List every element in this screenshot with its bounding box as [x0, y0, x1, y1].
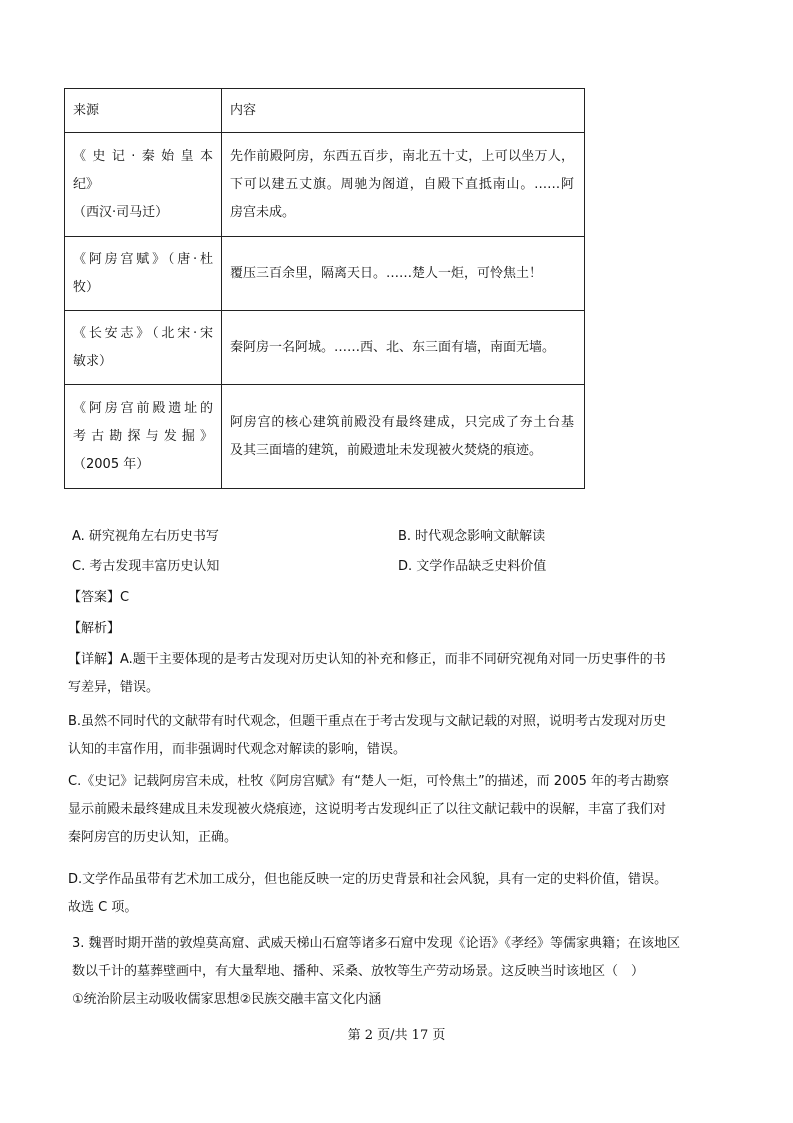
row-content	[222, 237, 585, 311]
table-row	[65, 237, 585, 311]
content-line: 覆压三百余里，隔离天日。……楚人一炬，可怜焦土！	[230, 265, 543, 281]
row-source	[65, 237, 222, 311]
content-line: 房宫未成。	[230, 204, 296, 220]
content-line: 秦阿房一名阿城。……西、北、东三面有墙，南面无墙。	[230, 339, 556, 355]
row-source	[65, 311, 222, 385]
question-line: 3. 魏晋时期开凿的敦煌莫高窟、武威天梯山石窟等诸多石窟中发现《论语》《孝经》等儒家典籍；在该地区	[72, 936, 681, 951]
row-content	[222, 133, 585, 237]
source-line: 敏求）	[73, 353, 113, 369]
option-c: C. 考古发现丰富历史认知	[72, 559, 220, 574]
detail-d	[68, 866, 723, 922]
row-source	[65, 133, 222, 237]
option-d: D. 文学作品缺乏史料价值	[398, 559, 547, 574]
header-content: 内容	[222, 89, 585, 133]
content-line: 阿房宫的核心建筑前殿没有最终建成，只完成了夯土台基	[230, 414, 574, 430]
row-content	[222, 311, 585, 385]
source-line: 《长安志》（北宋·宋	[73, 325, 213, 341]
option-b: B. 时代观念影响文献解读	[398, 529, 546, 544]
detail-line: 【详解】A.题干主要体现的是考古发现对历史认知的补充和修正，而非不同研究视角对同一历史事件的书	[68, 652, 666, 667]
source-line: 牧）	[73, 279, 100, 295]
question-line: ①统治阶层主动吸收儒家思想②民族交融丰富文化内涵	[72, 992, 382, 1007]
detail-a	[68, 646, 723, 702]
source-line: 《阿房宫赋》（唐·杜	[73, 251, 213, 267]
analysis-label: 【解析】	[68, 621, 121, 636]
answer-label: 【答案】C	[68, 590, 130, 605]
detail-b	[68, 708, 723, 764]
detail-line: C.《史记》记载阿房宫未成，杜牧《阿房宫赋》有“楚人一炬，可怜焦土”的描述，而 2005 年的考古勘察	[68, 774, 670, 789]
detail-line: 显示前殿未最终建成且未发现被火烧痕迹，这说明考古发现纠正了以往文献记载中的误解，丰富了我们对	[68, 802, 667, 817]
source-line: 《史记·秦始皇本	[73, 148, 213, 164]
question-line: 数以千计的墓葬壁画中，有大量犁地、播种、采桑、放牧等生产劳动场景。这反映当时该地区（ ）	[72, 964, 645, 979]
table-row	[65, 311, 585, 385]
detail-line: 认知的丰富作用，而非强调时代观念对解读的影响，错误。	[68, 742, 407, 757]
option-a: A. 研究视角左右历史书写	[72, 529, 219, 544]
source-line: 纪》	[73, 176, 100, 192]
detail-line: B.虽然不同时代的文献带有时代观念，但题干重点在于考古发现与文献记载的对照，说明考古发现对历史	[68, 714, 667, 729]
detail-c	[68, 768, 723, 852]
source-table	[64, 88, 585, 489]
source-line: 《阿房宫前殿遗址的	[73, 400, 213, 416]
content-line: 下可以建五丈旗。周驰为阁道，自殿下直抵南山。……阿	[230, 176, 574, 192]
content-line: 及其三面墙的建筑，前殿遗址未发现被火焚烧的痕迹。	[230, 442, 543, 458]
source-line: 考古勘探与发掘》	[73, 428, 213, 444]
content-line: 先作前殿阿房，东西五百步，南北五十丈，上可以坐万人，	[230, 148, 574, 164]
row-source	[65, 385, 222, 489]
table-header-row	[65, 89, 585, 133]
detail-line: D.文学作品虽带有艺术加工成分，但也能反映一定的历史背景和社会风貌，具有一定的史料价值，错误。	[68, 872, 668, 887]
detail-line: 秦阿房宫的历史认知，正确。	[68, 830, 238, 845]
source-line: （2005 年）	[73, 456, 150, 472]
question-3	[72, 930, 727, 1014]
detail-line: 写差异，错误。	[68, 680, 160, 695]
table-row	[65, 385, 585, 489]
header-source: 来源	[65, 89, 222, 133]
page-footer: 第 2 页/共 17 页	[347, 1028, 446, 1043]
table-row	[65, 133, 585, 237]
row-content	[222, 385, 585, 489]
detail-line: 故选 C 项。	[68, 900, 138, 915]
source-line: （西汉·司马迁）	[73, 204, 169, 220]
